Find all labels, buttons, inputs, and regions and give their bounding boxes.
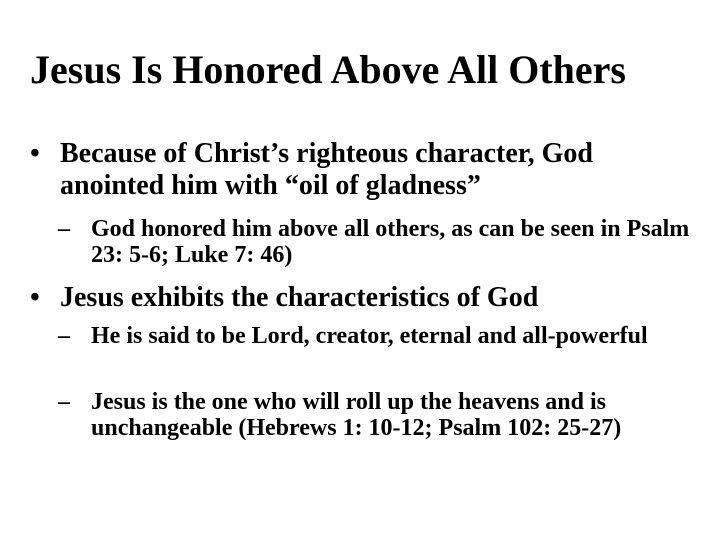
bullet-line xyxy=(30,138,690,202)
bullet-point-1 xyxy=(30,138,690,202)
bullet-line xyxy=(30,282,690,314)
subpoint-marker: – xyxy=(58,389,70,415)
subpoint-text: Jesus is the one who will roll up the heavens and is unchangeable (Hebrews 1: 10-12; Psalm 102: 25-27) xyxy=(91,389,622,441)
subpoint-2-2 xyxy=(30,389,690,441)
subpoint-line xyxy=(30,389,690,441)
subpoint-marker: – xyxy=(58,323,70,349)
bullet-marker: • xyxy=(30,282,40,313)
bullet-marker: • xyxy=(30,138,40,169)
subpoint-marker: – xyxy=(58,216,70,242)
subpoint-line xyxy=(30,216,690,268)
subpoint-line xyxy=(30,323,690,349)
slide-title: Jesus Is Honored Above All Others xyxy=(30,47,626,92)
subpoint-text: God honored him above all others, as can be seen in Psalm 23: 5-6; Luke 7: 46) xyxy=(91,216,690,268)
subpoint-2-1 xyxy=(30,323,690,349)
subpoint-text: He is said to be Lord, creator, eternal and all-powerful xyxy=(91,323,648,349)
bullet-text: Because of Christ’s righteous character, God anointed him with “oil of gladness” xyxy=(60,138,593,201)
bullet-point-2 xyxy=(30,282,690,314)
bullet-text: Jesus exhibits the characteristics of God xyxy=(60,282,539,313)
subpoint-1-1 xyxy=(30,216,690,268)
